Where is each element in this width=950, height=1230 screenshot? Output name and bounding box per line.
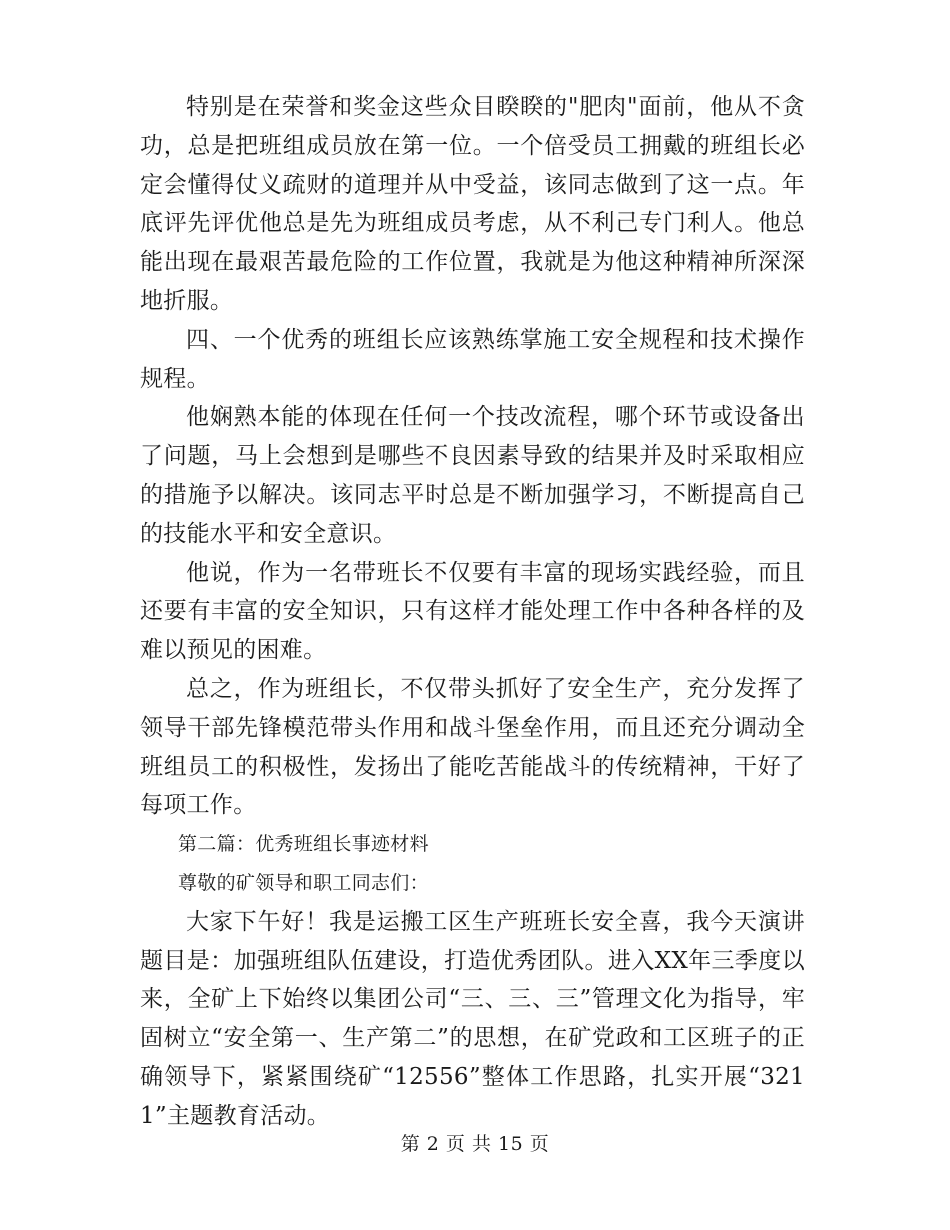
- paragraph-speech-intro: 大家下午好！我是运搬工区生产班班长安全喜，我今天演讲题目是：加强班组队伍建设，打造优秀团队。进入XX年三季度以来，全矿上下始终以集团公司“三、三、三”管理文化为指导，牢固树立“安全第一、生产第二”的思想，在矿党政和工区班子的正确领导下，紧紧围绕矿“12556”整体工作思路，扎实开展“3211”主题教育活动。: [140, 908, 805, 1129]
- paragraph-safety-knowledge: 他说，作为一名带班长不仅要有丰富的现场实践经验，而且还要有丰富的安全知识，只有这样才能处理工作中各种各样的及难以预见的困难。: [140, 559, 805, 664]
- salutation: 尊敬的矿领导和职工同志们：: [178, 871, 429, 894]
- paragraph-honor: 特别是在荣誉和奖金这些众目睽睽的"肥肉"面前，他从不贪功，总是把班组成员放在第一位。一个倍受员工拥戴的班组长必定会懂得仗义疏财的道理并从中受益，该同志做到了这一点。年底评先评优他总是先为班组成员考虑，从不利己专门利人。他总能出现在最艰苦最危险的工作位置，我就是为他这种精神所深深地折服。: [140, 94, 805, 314]
- paragraph-section-four: 四、一个优秀的班组长应该熟练掌施工安全规程和技术操作规程。: [140, 326, 805, 392]
- section-heading: 第二篇：优秀班组长事迹材料: [178, 833, 429, 856]
- page-number-footer: 第 2 页 共 15 页: [400, 1133, 550, 1155]
- document-body: [140, 88, 805, 1136]
- paragraph-summary: 总之，作为班组长，不仅带头抓好了安全生产，充分发挥了领导干部先锋模范带头作用和战斗堡垒作用，而且还充分调动全班组员工的积极性，发扬出了能吃苦能战斗的传统精神，干好了每项工作。: [140, 675, 805, 819]
- paragraph-skills: 他娴熟本能的体现在任何一个技改流程，哪个环节或设备出了问题，马上会想到是哪些不良因素导致的结果并及时采取相应的措施予以解决。该同志平时总是不断加强学习，不断提高自己的技能水平和安全意识。: [140, 404, 805, 547]
